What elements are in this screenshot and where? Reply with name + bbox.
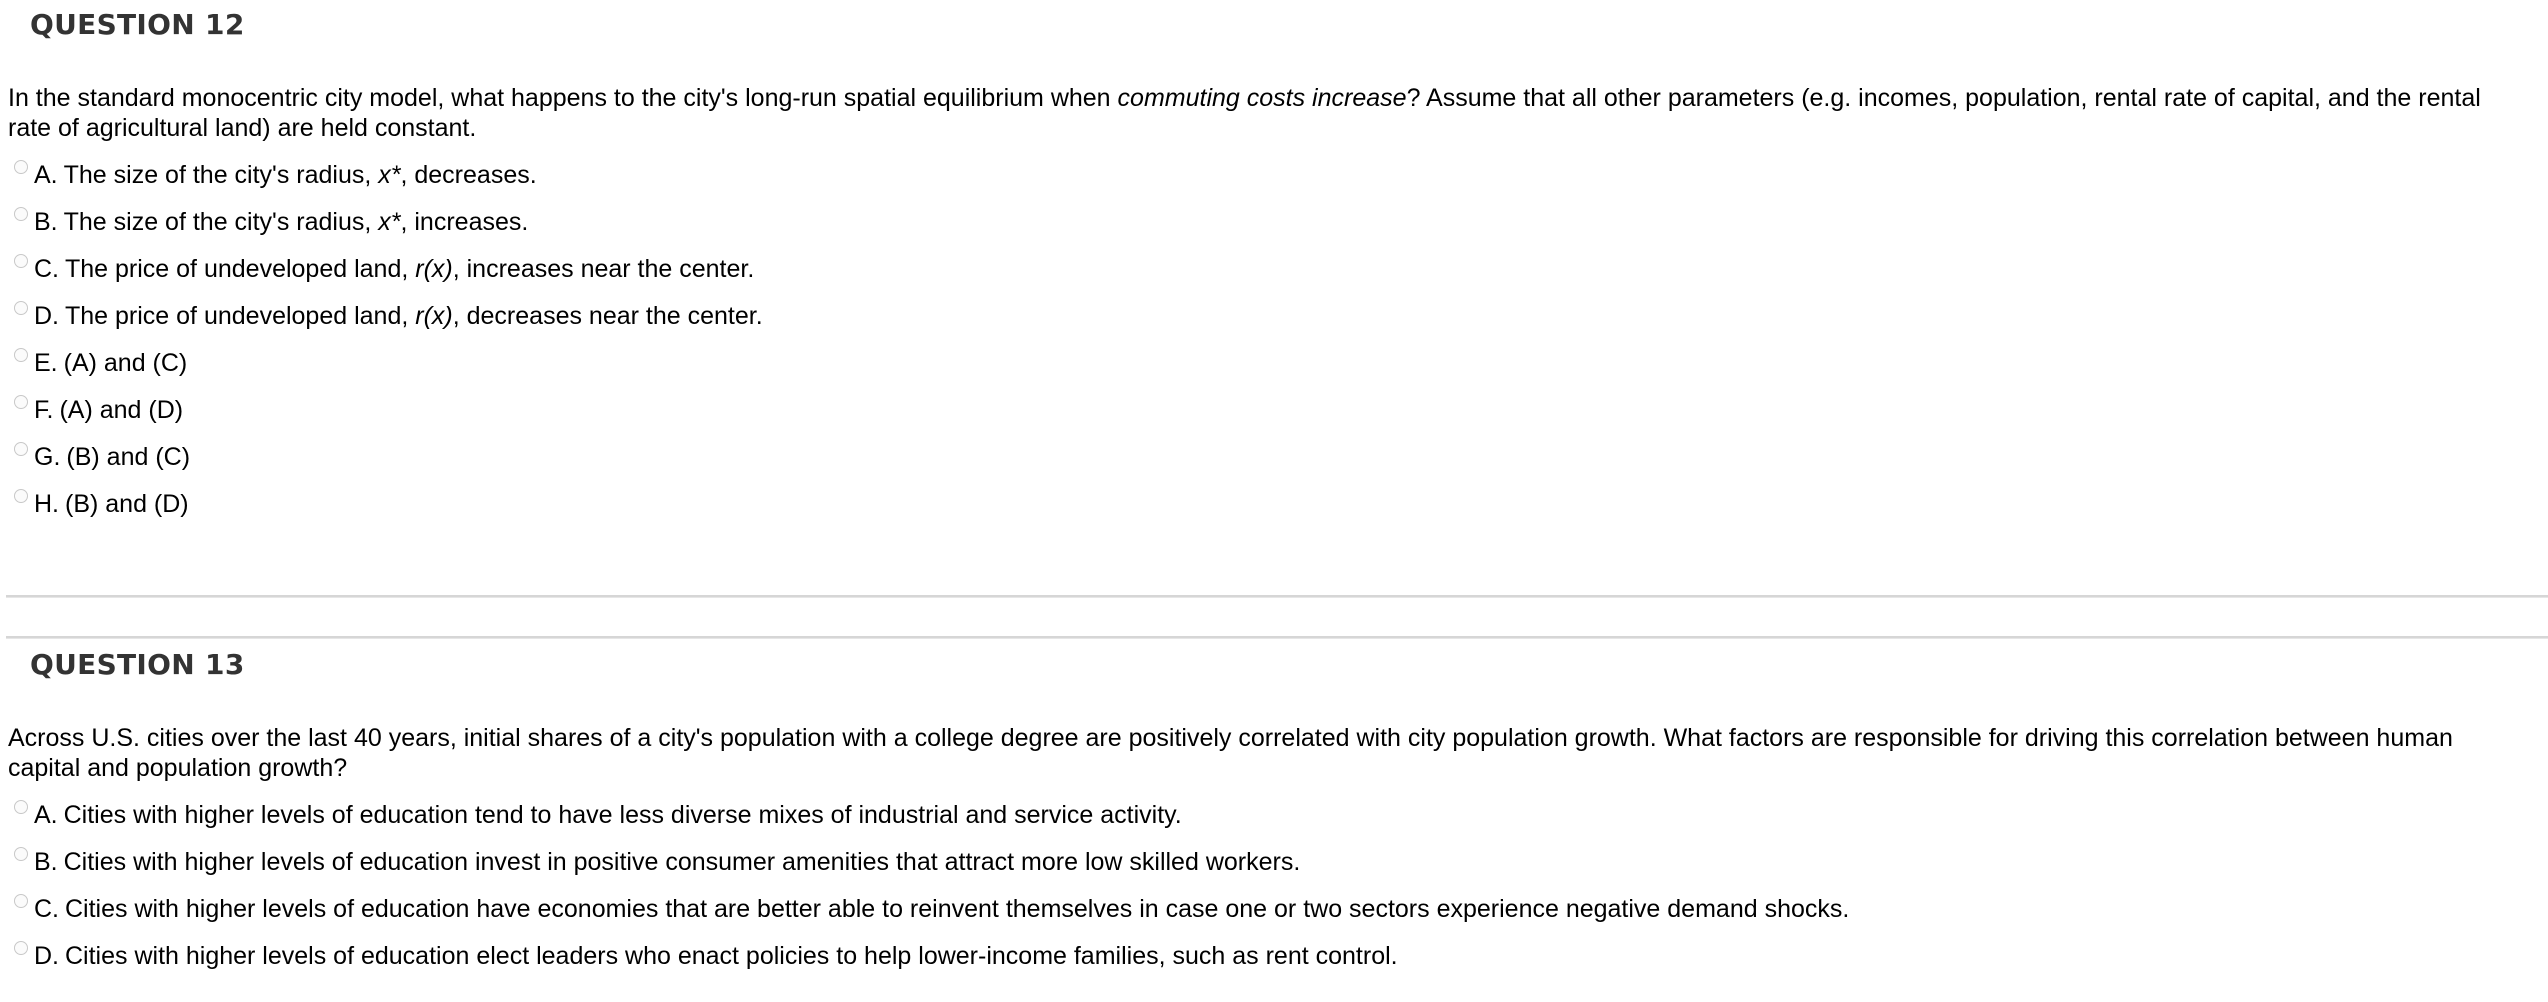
- choice-letter: H.: [34, 489, 59, 518]
- q12-choice-h[interactable]: [14, 484, 189, 524]
- radio-button[interactable]: [14, 348, 28, 362]
- q12-choice-d[interactable]: [14, 296, 763, 336]
- question-13-text: Across U.S. cities over the last 40 years, initial shares of a city's population with a college degree are positively correlated with city population growth. What factors are responsible for driving this correlation between human capital and population growth?: [8, 724, 2453, 782]
- question-divider: [6, 595, 2548, 598]
- radio-button[interactable]: [14, 395, 28, 409]
- choice-text: The size of the city's radius, x*, increases.: [63, 207, 529, 236]
- question-12-text: [8, 83, 2508, 143]
- q12-choice-f[interactable]: [14, 390, 183, 430]
- q12-choice-a[interactable]: [14, 155, 537, 195]
- choice-letter: B.: [34, 847, 58, 876]
- choice-letter: D.: [34, 941, 59, 970]
- choice-text: Cities with higher levels of education tend to have less diverse mixes of industrial and service activity.: [63, 800, 1182, 829]
- q13-choice-a[interactable]: [14, 795, 1182, 835]
- choice-text: The size of the city's radius, x*, decreases.: [63, 160, 537, 189]
- choice-letter: G.: [34, 442, 61, 471]
- choice-letter: B.: [34, 207, 58, 236]
- choice-text: (A) and (C): [63, 348, 188, 377]
- q12-choice-b[interactable]: [14, 202, 528, 242]
- question-12-text-part2: ? Assume that all other parameters (e.g. incomes, population, rental rate of capital, and the rental rate of agricultural land) are held constant.: [8, 84, 2481, 142]
- choice-text: Cities with higher levels of education invest in positive consumer amenities that attract more low skilled workers.: [63, 847, 1301, 876]
- choice-text: The price of undeveloped land, r(x), increases near the center.: [65, 254, 755, 283]
- question-13-header: QUESTION 13: [30, 648, 245, 681]
- choice-text: Cities with higher levels of education elect leaders who enact policies to help lower-income families, such as rent control.: [65, 941, 1398, 970]
- q13-choice-b[interactable]: [14, 842, 1300, 882]
- radio-button[interactable]: [14, 894, 28, 908]
- choice-text: Cities with higher levels of education have economies that are better able to reinvent themselves in case one or two sectors experience negative demand shocks.: [65, 894, 1850, 923]
- question-12-text-emphasis: commuting costs increase: [1117, 84, 1407, 112]
- q12-choice-e[interactable]: [14, 343, 187, 383]
- radio-button[interactable]: [14, 254, 28, 268]
- radio-button[interactable]: [14, 941, 28, 955]
- question-divider: [6, 636, 2548, 639]
- radio-button[interactable]: [14, 301, 28, 315]
- choice-text: (A) and (D): [59, 395, 184, 424]
- choice-letter: D.: [34, 301, 59, 330]
- radio-button[interactable]: [14, 160, 28, 174]
- radio-button[interactable]: [14, 847, 28, 861]
- choice-text: (B) and (D): [65, 489, 189, 518]
- radio-button[interactable]: [14, 207, 28, 221]
- q13-choice-c[interactable]: [14, 889, 1849, 929]
- choice-text: The price of undeveloped land, r(x), decreases near the center.: [65, 301, 763, 330]
- q12-choice-c[interactable]: [14, 249, 754, 289]
- q12-choice-g[interactable]: [14, 437, 190, 477]
- choice-letter: F.: [34, 395, 54, 424]
- choice-letter: A.: [34, 160, 58, 189]
- radio-button[interactable]: [14, 800, 28, 814]
- choice-letter: A.: [34, 800, 58, 829]
- radio-button[interactable]: [14, 442, 28, 456]
- question-12-text-part1: In the standard monocentric city model, what happens to the city's long-run spatial equilibrium when: [8, 84, 1118, 112]
- q13-choice-d[interactable]: [14, 936, 1398, 976]
- choice-letter: E.: [34, 348, 58, 377]
- choice-text: (B) and (C): [66, 442, 191, 471]
- radio-button[interactable]: [14, 489, 28, 503]
- question-12-header: QUESTION 12: [30, 8, 245, 41]
- choice-letter: C.: [34, 254, 59, 283]
- choice-letter: C.: [34, 894, 59, 923]
